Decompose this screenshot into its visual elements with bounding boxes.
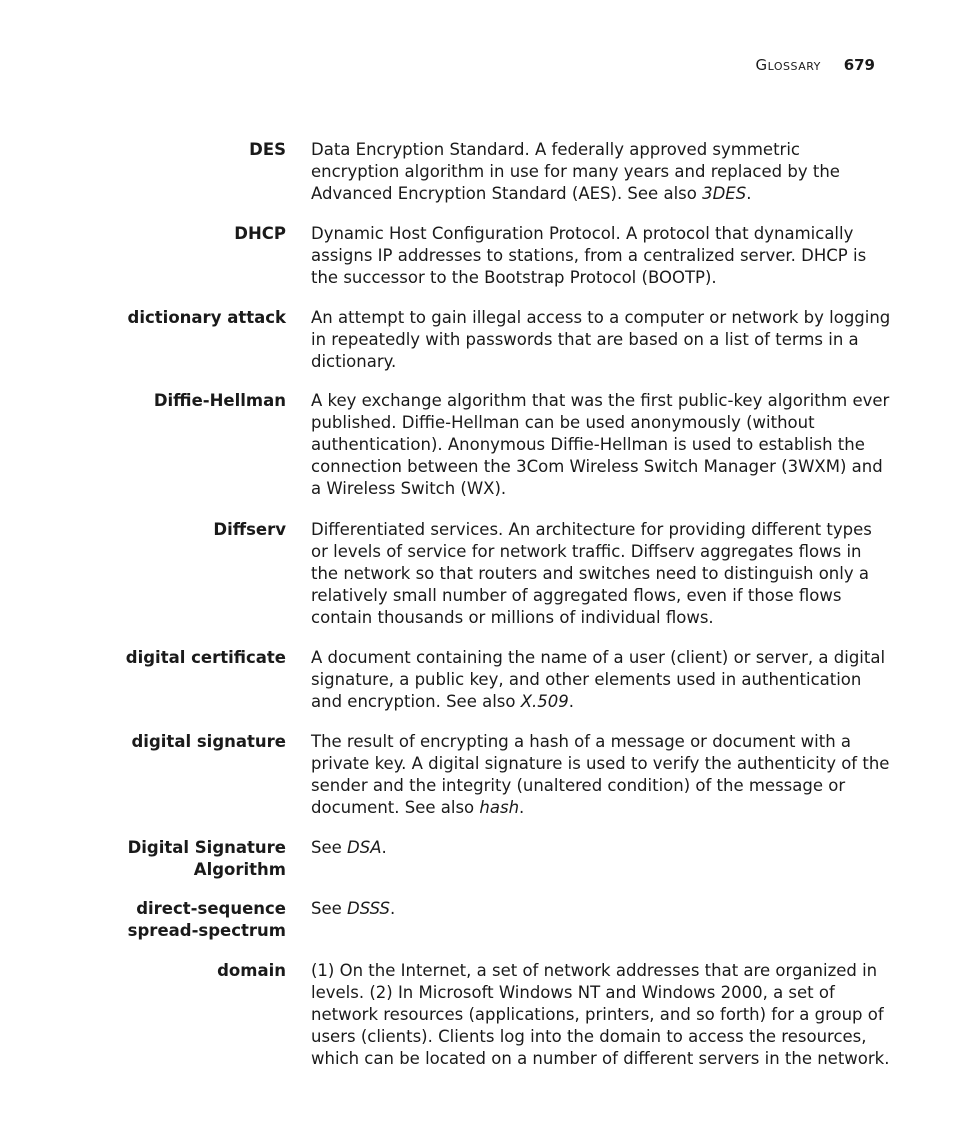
glossary-definition [311, 647, 891, 713]
running-head [600, 56, 875, 74]
definition-text: A key exchange algorithm that was the first public-key algorithm ever published. Diffie-Hellman can be used anonymously (without authentication). Anonymous Diffie-Hellman is used to establish the connection between the 3Com Wireless Switch Manager (3WXM) and a Wireless Switch (WX). [311, 391, 890, 498]
glossary-definition [311, 960, 891, 1070]
cross-reference: DSSS [347, 899, 390, 918]
glossary-term: Digital Signature Algorithm [127, 838, 286, 879]
glossary-term: DHCP [234, 224, 286, 243]
definition-text: Dynamic Host Configuration Protocol. A protocol that dynamically assigns IP addresses to stations, from a centralized server. DHCP is the successor to the Bootstrap Protocol (BOOTP). [311, 224, 867, 287]
glossary-definition [311, 223, 891, 289]
glossary-definition [311, 837, 891, 859]
definition-text: The result of encrypting a hash of a message or document with a private key. A digital signature is used to verify the authenticity of the sender and the integrity (unaltered condition) of the message or document. See also [311, 732, 890, 817]
definition-text: See [311, 899, 348, 918]
definition-text: See [311, 838, 348, 857]
glossary-term: Diffserv [213, 520, 286, 539]
glossary-definition [311, 139, 891, 205]
glossary-term: Diffie-Hellman [153, 391, 286, 410]
definition-text: . [746, 184, 752, 203]
definition-text: . [381, 838, 387, 857]
cross-reference: DSA [347, 838, 382, 857]
cross-reference: 3DES [702, 184, 747, 203]
definition-text: Data Encryption Standard. A federally approved symmetric encryption algorithm in use for many years and replaced by the Advanced Encryption Standard (AES). See also [311, 140, 840, 203]
definition-text: Differentiated services. An architecture for providing different types or levels of service for network traffic. Diffserv aggregates flows in the network so that routers and switches need to distinguish only a relatively small number of aggregated flows, even if those flows contain thousands or millions of individual flows. [311, 520, 872, 627]
glossary-definition [311, 390, 891, 500]
definition-text: . [568, 692, 575, 711]
definition-text: . [389, 899, 396, 918]
glossary-term: direct-sequence spread-spectrum [127, 899, 286, 940]
page-number: 679 [843, 56, 875, 74]
glossary-term: digital certificate [125, 648, 286, 667]
glossary-definition [311, 731, 891, 819]
section-title: Glossary [755, 56, 821, 74]
glossary-term: domain [217, 961, 286, 980]
glossary-definition [311, 519, 891, 629]
definition-text: . [519, 798, 525, 817]
glossary-term: DES [249, 140, 286, 159]
glossary-term: digital signature [131, 732, 286, 751]
definition-text: An attempt to gain illegal access to a computer or network by logging in repeatedly with passwords that are based on a list of terms in a dictionary. [311, 308, 891, 371]
glossary-definition [311, 307, 891, 373]
cross-reference: hash [479, 798, 520, 817]
definition-text: A document containing the name of a user (client) or server, a digital signature, a public key, and other elements used in authentication and encryption. See also [311, 648, 886, 711]
cross-reference: X.509 [520, 692, 569, 711]
glossary-definition [311, 898, 891, 920]
definition-text: (1) On the Internet, a set of network addresses that are organized in levels. (2) In Microsoft Windows NT and Windows 2000, a set of network resources (applications, printers, and so forth) for a group of users (clients). Clients log into the domain to access the resources, which can be located on a number of different servers in the network. [311, 961, 890, 1068]
glossary-term: dictionary attack [127, 308, 286, 327]
